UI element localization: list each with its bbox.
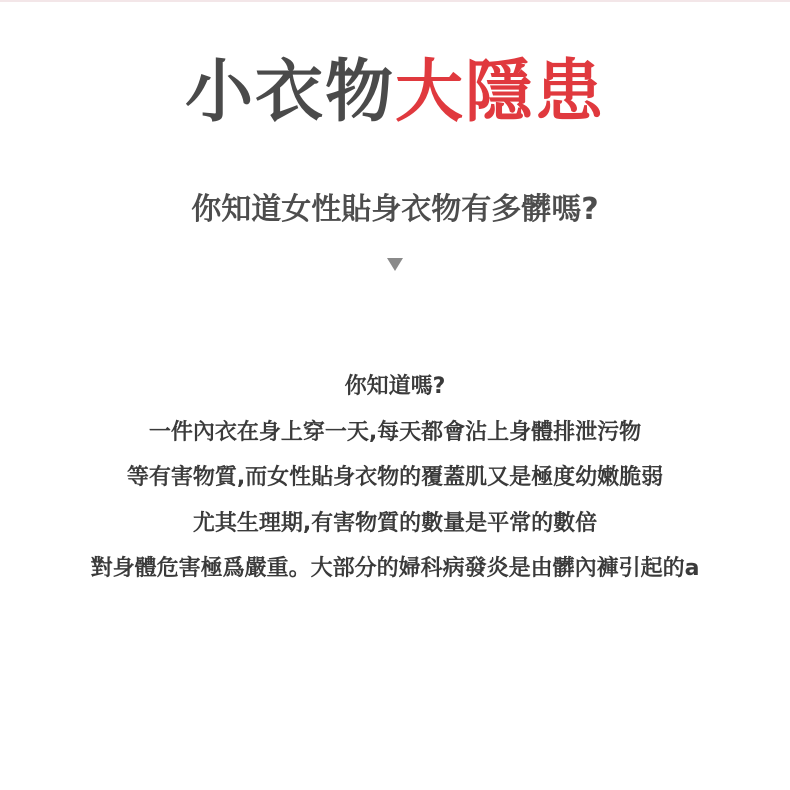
body-line: 等有害物質,而女性貼身衣物的覆蓋肌又是極度幼嫩脆弱: [126, 465, 664, 490]
body-line: 對身體危害極爲嚴重。大部分的婦科病發炎是由髒內褲引起的a: [90, 556, 700, 581]
hero-title: [0, 50, 790, 136]
hero-title-part-2: 大隱患: [395, 53, 606, 132]
triangle-down-icon: [387, 258, 403, 271]
subtitle-question: 你知道女性貼身衣物有多髒嗎?: [191, 192, 599, 227]
top-border-line: [0, 0, 790, 2]
hero-title-part-1: 小衣物: [184, 53, 395, 132]
body-line: 你知道嗎?: [344, 374, 446, 399]
body-line: 一件內衣在身上穿一天,每天都會沾上身體排泄污物: [148, 419, 642, 445]
body-paragraph: [0, 364, 790, 592]
body-line: 尤其生理期,有害物質的數量是平常的數倍: [192, 510, 598, 536]
